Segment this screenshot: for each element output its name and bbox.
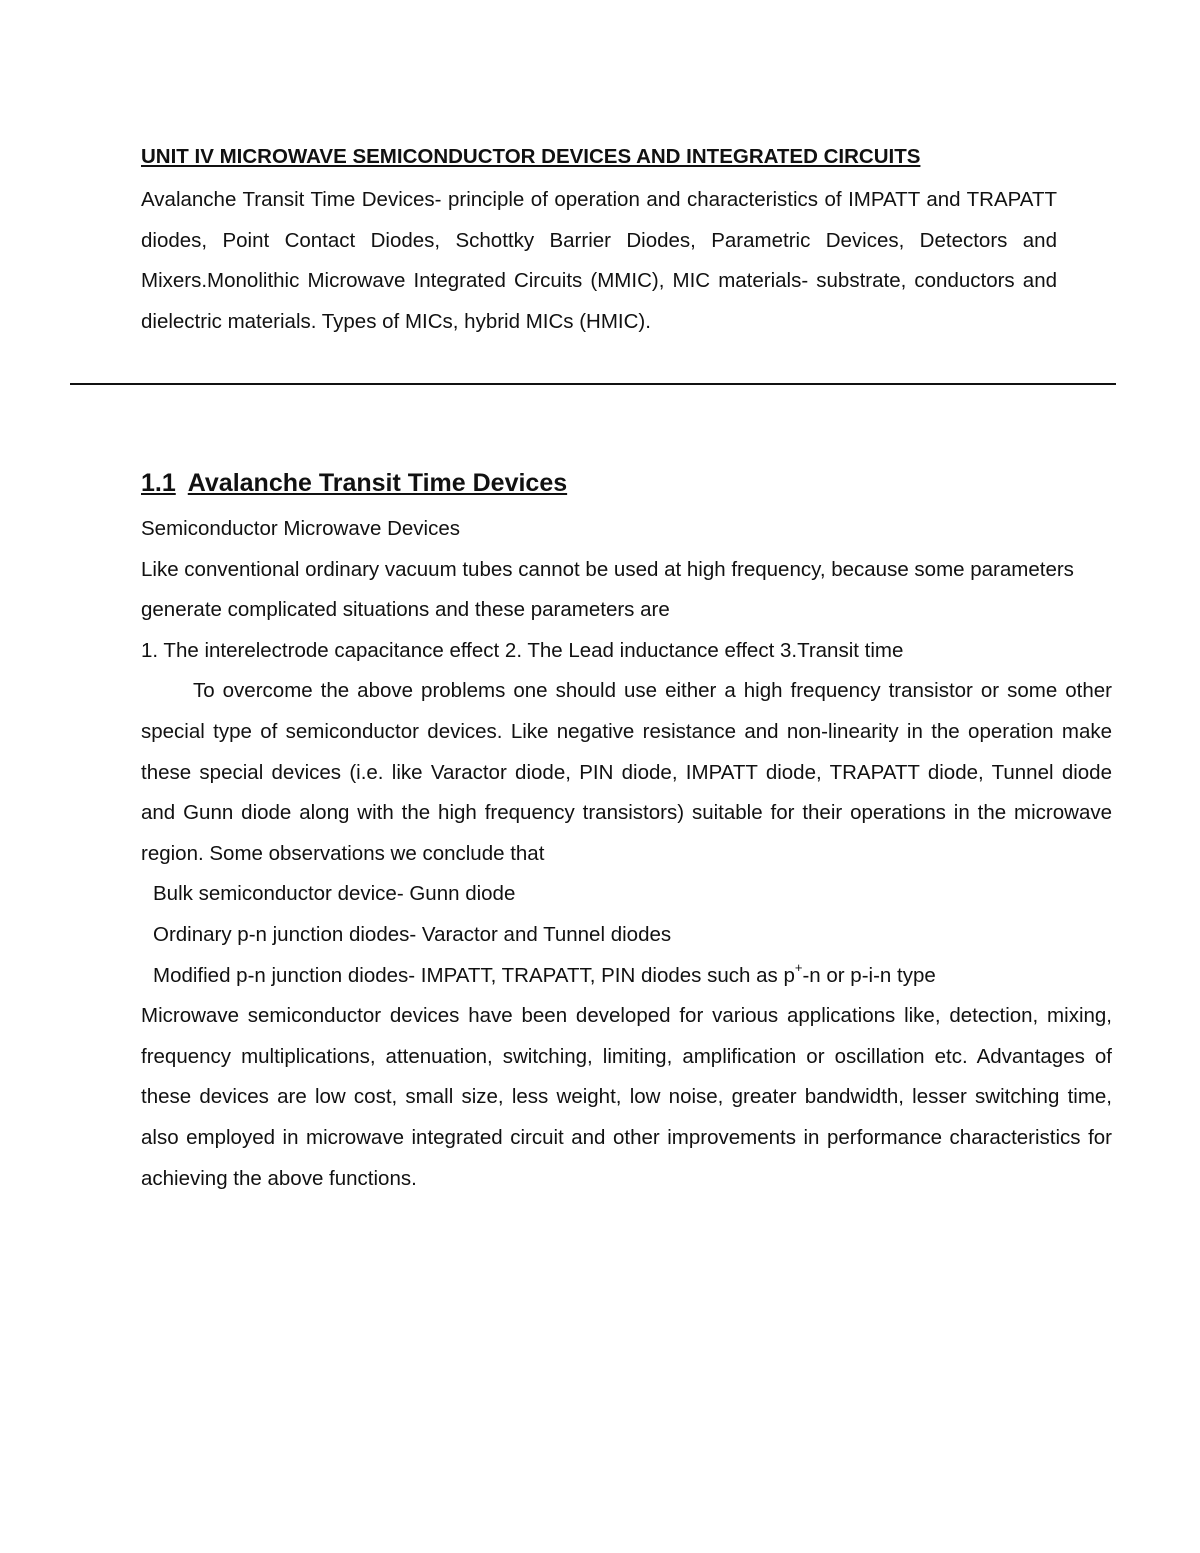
list-item-text: Modified p-n junction diodes- IMPATT, TRAPATT, PIN diodes such as p [153,963,795,987]
list-item-text-end: -n or p-i-n type [802,963,936,987]
list-item: Bulk semiconductor device- Gunn diode [153,882,516,906]
applications-paragraph: Microwave semiconductor devices have been developed for various applications like, detection, mixing, frequency multiplications, attenuation, switching, limiting, amplification or oscillation etc. Advantages of these devices are low cost, small size, less weight, low noise, greater bandwidth, lesser switching time, also employed in microwave integrated circuit and other improvements in performance characteristics for achieving the above functions. [141,1004,1112,1190]
unit-title: UNIT IV MICROWAVE SEMICONDUCTOR DEVICES AND INTEGRATED CIRCUITS [141,145,921,168]
overcome-paragraph: To overcome the above problems one should use either a high frequency transistor or some other special type of semiconductor devices. Like negative resistance and non-linearity in the operation make these special devices (i.e. like Varactor diode, PIN diode, IMPATT diode, TRAPATT diode, Tunnel diode and Gunn diode along with the high frequency transistors) suitable for their operations in the microwave region. Some observations we conclude that [141,679,1112,865]
list-item [141,956,1112,997]
unit-header [141,142,1057,342]
effects-list: 1. The interelectrode capacitance effect 2. The Lead inductance effect 3.Transit time [141,638,904,662]
section-title: Avalanche Transit Time Devices [187,469,568,497]
section-number: 1.1 [141,469,176,497]
section-content [141,465,1112,1199]
section-subtitle: Semiconductor Microwave Devices [141,517,461,540]
intro-paragraph: Like conventional ordinary vacuum tubes cannot be used at high frequency, because some parameters generate complicated situations and these parameters are [141,557,1074,622]
section-heading [141,465,1112,501]
unit-syllabus: Avalanche Transit Time Devices- principle of operation and characteristics of IMPATT and TRAPATT diodes, Point Contact Diodes, Schottky Barrier Diodes, Parametric Devices, Detectors and Mixers.Monolithic Microwave Integrated Circuits (MMIC), MIC materials- substrate, conductors and dielectric materials. Types of MICs, hybrid MICs (HMIC). [141,188,1057,333]
superscript-plus: + [794,959,803,975]
list-item: Ordinary p-n junction diodes- Varactor and Tunnel diodes [153,922,672,946]
horizontal-divider [70,383,1116,385]
